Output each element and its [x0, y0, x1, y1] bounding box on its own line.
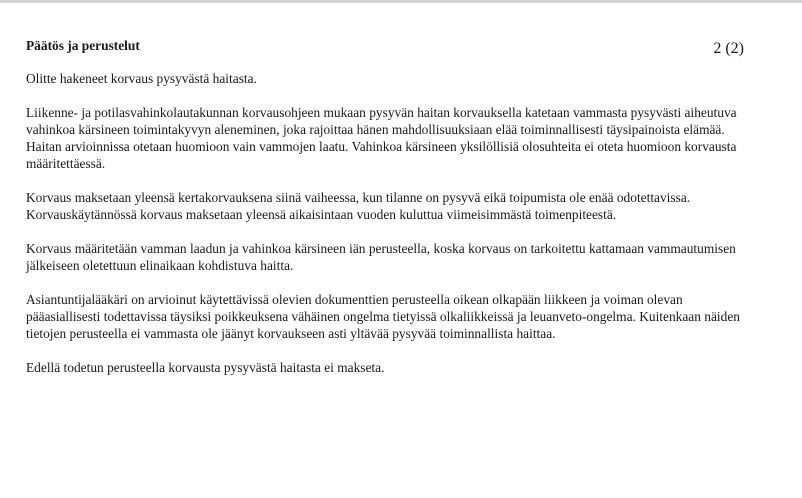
paragraph-application: Olitte hakeneet korvaus pysyvästä haitasta. — [26, 71, 257, 86]
page-number: 2 (2) — [713, 40, 744, 57]
paragraph-determination: Korvaus määritetään vamman laadun ja vahinkoa kärsineen iän perusteella, koska korvaus on tarkoitettu kattamaan vammautumisen jälkeiseen oletettuun elinaikaan kohdistuva haitta. — [26, 241, 736, 273]
paragraph-expert-assessment: Asiantuntijalääkäri on arvioinut käytettävissä olevien dokumenttien perusteella oikean olkapään liikkeen ja voiman olevan pääasiallisesti todettavissa täysiksi poikkeuksena vähäinen ongelma tietyissä olkaliikkeissä ja leuanveto-ongelma. Kuitenkaan näiden tietojen perusteella ei vammasta ole jäänyt korvaukseen asti yltävää pysyvää toiminnallista haittaa. — [26, 292, 740, 341]
paragraph-decision: Edellä todetun perusteella korvausta pysyvästä haitasta ei makseta. — [26, 360, 385, 375]
section-heading: Päätös ja perustelut — [26, 38, 140, 53]
paragraph-compensation-guideline: Liikenne- ja potilasvahinkolautakunnan korvausohjeen mukaan pysyvän haitan korvauksella katetaan vammasta pysyvästi aiheutuva vahinkoa kärsineen toimintakyvyn aleneminen, joka rajoittaa hänen mahdollisuuksiaan elää toiminnallisesti täysipainoista elämää. Haitan arvioinnissa otetaan huomioon vain vammojen laatu. Vahinkoa kärsineen yksilöllisiä olosuhteita ei oteta huomioon korvausta määritettäessä. — [26, 105, 737, 171]
document-page — [26, 37, 742, 393]
paragraph-payment-timing: Korvaus maksetaan yleensä kertakorvauksena siinä vaiheessa, kun tilanne on pysyvä eikä toipumista ole enää odotettavissa. Korvauskäytännössä korvaus maksetaan yleensä aikaisintaan vuoden kuluttua viimeisimmästä toimenpiteestä. — [26, 190, 691, 222]
